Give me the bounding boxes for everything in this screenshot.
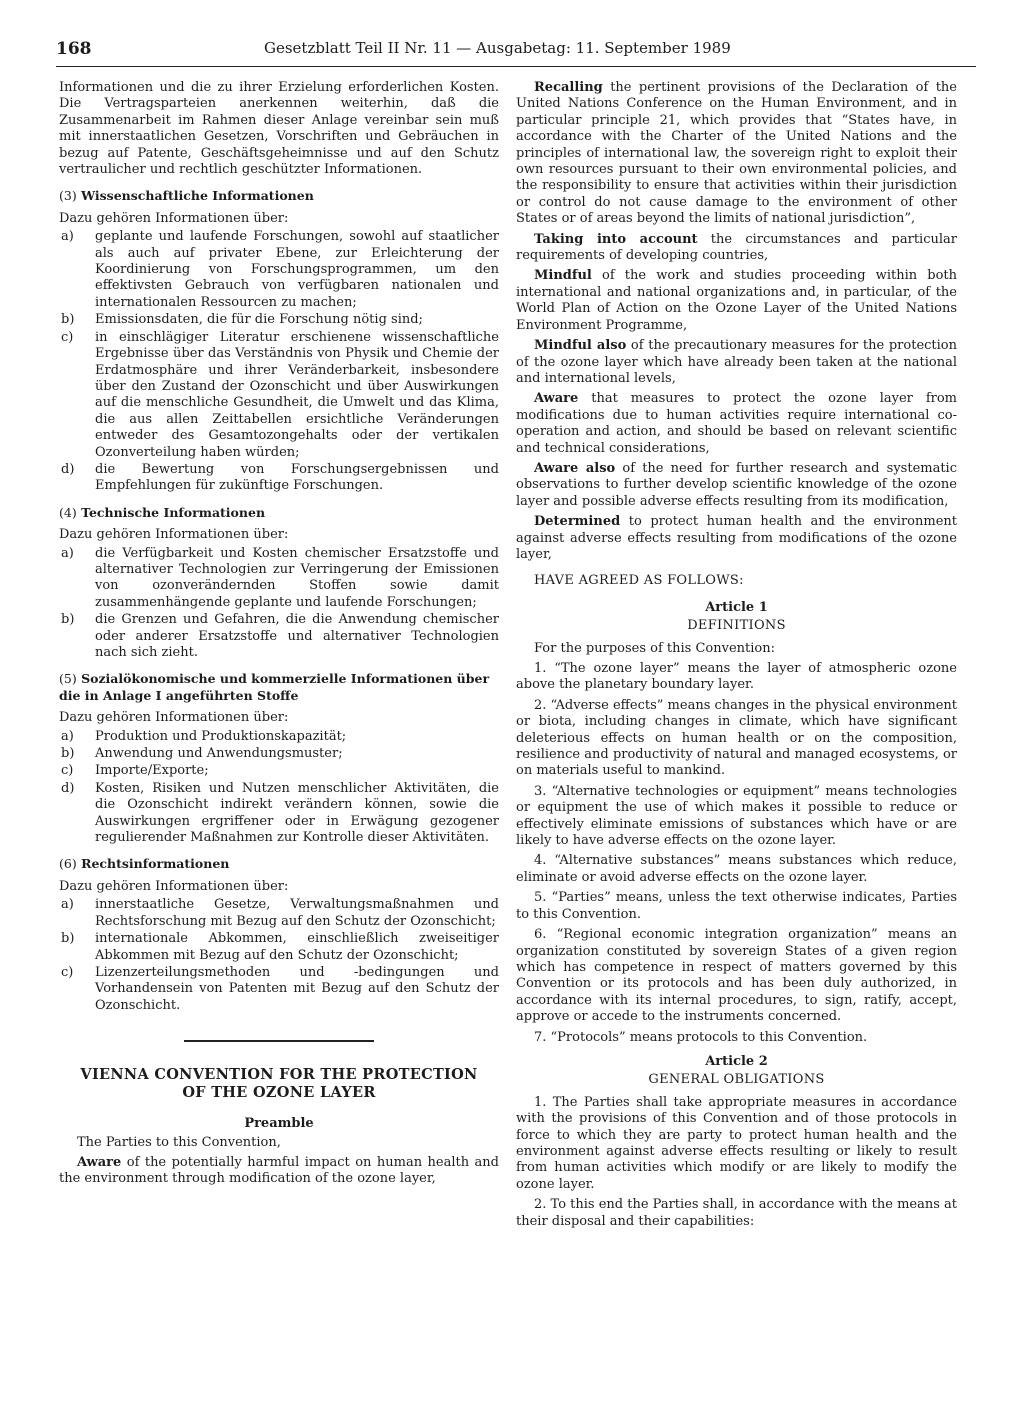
preamble-paragraph: Taking into account the circumstances and particular requirements of developing countries, — [516, 231, 957, 264]
convention-title: VIENNA CONVENTION FOR THE PROTECTION OF THE OZONE LAYER — [80, 1066, 478, 1102]
list-item: c) in einschlägiger Literatur erschienene wissenschaftliche Ergebnisse über das Verständnis von Physik und Chemie der Erdatmosphäre und ihrer Veränderbarkeit, insbesondere über den Zustand der Ozonschicht und über Auswirkungen auf die menschliche Gesundheit, die Umwelt und das Klima, die aus allen Zeittabellen ersichtliche Veränderungen entweder des Gesamtozongehalts oder der vertikalen Ozonverteilung haben würden; — [61, 329, 499, 460]
preamble-paragraph: Aware of the potentially harmful impact on human health and the environment through modification of the ozone layer, — [59, 1154, 499, 1187]
header-title: Gesetzblatt Teil II Nr. 11 — Ausgabetag: 11. September 1989 — [264, 39, 731, 57]
section-heading-4: (4) Technische Informationen — [59, 504, 266, 520]
list-item: b) Anwendung und Anwendungsmuster; — [61, 746, 343, 762]
section-divider — [184, 1040, 374, 1042]
right-column — [516, 80, 957, 1234]
article-paragraph: 2. To this end the Parties shall, in accordance with the means at their disposal and their capabilities: — [516, 1197, 957, 1229]
preamble-paragraph: Aware also of the need for further research and systematic observations to further develop scientific knowledge of the ozone layer and possible adverse effects resulting from its modification, — [516, 460, 957, 509]
article-paragraph: 3. “Alternative technologies or equipment” means technologies or equipment the use of which makes it possible to reduce or effectively eliminate emissions of substances which have or are likely to have adverse effects on the ozone layer. — [516, 783, 957, 849]
list-item: d) die Bewertung von Forschungsergebnissen und Empfehlungen für zukünftige Forschungen. — [61, 461, 499, 494]
article-paragraph: 1. “The ozone layer” means the layer of atmospheric ozone above the planetary boundary layer. — [516, 661, 957, 693]
section-intro: Dazu gehören Informationen über: — [59, 527, 289, 543]
preamble-paragraph: Recalling the pertinent provisions of the Declaration of the United Nations Conference on the Human Environment, and in particular principle 21, which provides that “States have, in accordance with the Charter of the United Nations and the principles of international law, the sovereign right to exploit their own resources pursuant to their own environmental policies, and the responsibility to ensure that activities within their jurisdiction or control do not cause damage to the environment of other States or of areas beyond the limits of national jurisdiction”, — [516, 80, 957, 227]
list-item: b) Emissionsdaten, die für die Forschung nötig sind; — [61, 312, 423, 328]
left-column — [59, 80, 499, 1192]
article-2-title: GENERAL OBLIGATIONS — [648, 1072, 825, 1088]
list-item: c) Importe/Exporte; — [61, 763, 209, 779]
article-paragraph: 2. “Adverse effects” means changes in the physical environment or biota, including changes in climate, which have significant deleterious effects on human health or on the composition, resilience and productivity of natural and managed ecosystems, or on materials useful to mankind. — [516, 697, 957, 779]
section-heading-6: (6) Rechtsinformationen — [59, 856, 230, 872]
preamble-paragraph: Aware that measures to protect the ozone layer from modifications due to human activities require international co-operation and action, and should be based on relevant scientific and technical considerations, — [516, 391, 957, 456]
section-intro: Dazu gehören Informationen über: — [59, 210, 289, 226]
preamble-intro: The Parties to this Convention, — [77, 1134, 281, 1150]
list-item: b) die Grenzen und Gefahren, die die Anwendung chemischer oder anderer Ersatzstoffe und alternativer Technologien nach sich zieht. — [61, 612, 499, 660]
list-item: a) Produktion und Produktionskapazität; — [61, 728, 347, 744]
article-paragraph: 7. “Protocols” means protocols to this Convention. — [534, 1029, 868, 1045]
article-1-intro: For the purposes of this Convention: — [534, 640, 775, 656]
list-item: a) innerstaatliche Gesetze, Verwaltungsmaßnahmen und Rechtsforschung mit Bezug auf den Schutz der Ozonschicht; — [61, 897, 499, 929]
list-item: a) geplante und laufende Forschungen, sowohl auf staatlicher als auch auf privater Ebene, zur Erleichterung der Koordinierung von Forschungsprogrammen, um den effektivsten Gebrauch von verfügbaren nationalen und internationalen Ressourcen zu machen; — [61, 229, 499, 310]
article-1-heading: Article 1 — [705, 599, 768, 615]
list-item: b) internationale Abkommen, einschließlich zweiseitiger Abkommen mit Bezug auf den Schutz der Ozonschicht; — [61, 931, 499, 963]
preamble-paragraph: Mindful also of the precautionary measures for the protection of the ozone layer which have already been taken at the national and international levels, — [516, 338, 957, 386]
article-2-heading: Article 2 — [705, 1053, 768, 1069]
list-item: c) Lizenzerteilungsmethoden und -bedingungen und Vorhandensein von Patenten mit Bezug auf den Schutz der Ozonschicht. — [61, 964, 499, 1013]
page-header — [56, 36, 976, 67]
article-paragraph: 5. “Parties” means, unless the text otherwise indicates, Parties to this Convention. — [516, 890, 957, 922]
section-heading-3: (3) Wissenschaftliche Informationen — [59, 188, 314, 204]
agreed-statement: HAVE AGREED AS FOLLOWS: — [534, 573, 744, 589]
list-item: d) Kosten, Risiken und Nutzen menschlicher Aktivitäten, die die Ozonschicht indirekt verändern können, sowie die Auswirkungen ergriffener oder in Erwägung gezogener regulierender Maßnahmen zur Kontrolle dieser Aktivitäten. — [61, 780, 499, 846]
page-number: 168 — [56, 39, 92, 59]
article-paragraph: 4. “Alternative substances” means substances which reduce, eliminate or avoid adverse effects on the ozone layer. — [516, 853, 957, 885]
preamble-paragraph: Determined to protect human health and the environment against adverse effects resulting from modifications of the ozone layer, — [516, 514, 957, 562]
preamble-paragraph: Mindful of the work and studies proceeding within both international and national organizations and, in particular, of the World Plan of Action on the Ozone Layer of the United Nations Environment Programme, — [516, 268, 957, 333]
preamble-heading: Preamble — [244, 1116, 314, 1132]
section-heading-5: (5) Sozialökonomische und kommerzielle Informationen über die in Anlage I angeführten Stoffe — [59, 671, 490, 703]
article-paragraph: 1. The Parties shall take appropriate measures in accordance with the provisions of this Convention and of those protocols in force to which they are party to protect human health and the environment against adverse effects resulting or likely to result from human activities which modify or are likely to modify the ozone layer. — [516, 1094, 957, 1192]
section-intro: Dazu gehören Informationen über: — [59, 878, 289, 894]
continued-paragraph: Informationen und die zu ihrer Erzielung erforderlichen Kosten. Die Vertragsparteien anerkennen weiterhin, daß die Zusammenarbeit im Rahmen dieser Anlage vereinbar sein muß mit innerstaatlichen Gesetzen, Vorschriften und Gebräuchen in bezug auf Patente, Geschäftsgeheimnisse und auf den Schutz vertraulicher und rechtlich geschützter Informationen. — [59, 80, 499, 178]
list-item: a) die Verfügbarkeit und Kosten chemischer Ersatzstoffe und alternativer Technologien zur Verringerung der Emissionen von ozonverändernden Stoffen sowie damit zusammenhängende geplante und laufende Forschungen; — [61, 545, 499, 610]
article-paragraph: 6. “Regional economic integration organization” means an organization constituted by sovereign States of a given region which has competence in respect of matters governed by this Convention or its protocols and has been duly authorized, in accordance with its internal procedures, to sign, ratify, accept, approve or accede to the instruments concerned. — [516, 927, 957, 1025]
article-1-title: DEFINITIONS — [687, 618, 786, 634]
section-intro: Dazu gehören Informationen über: — [59, 710, 289, 726]
